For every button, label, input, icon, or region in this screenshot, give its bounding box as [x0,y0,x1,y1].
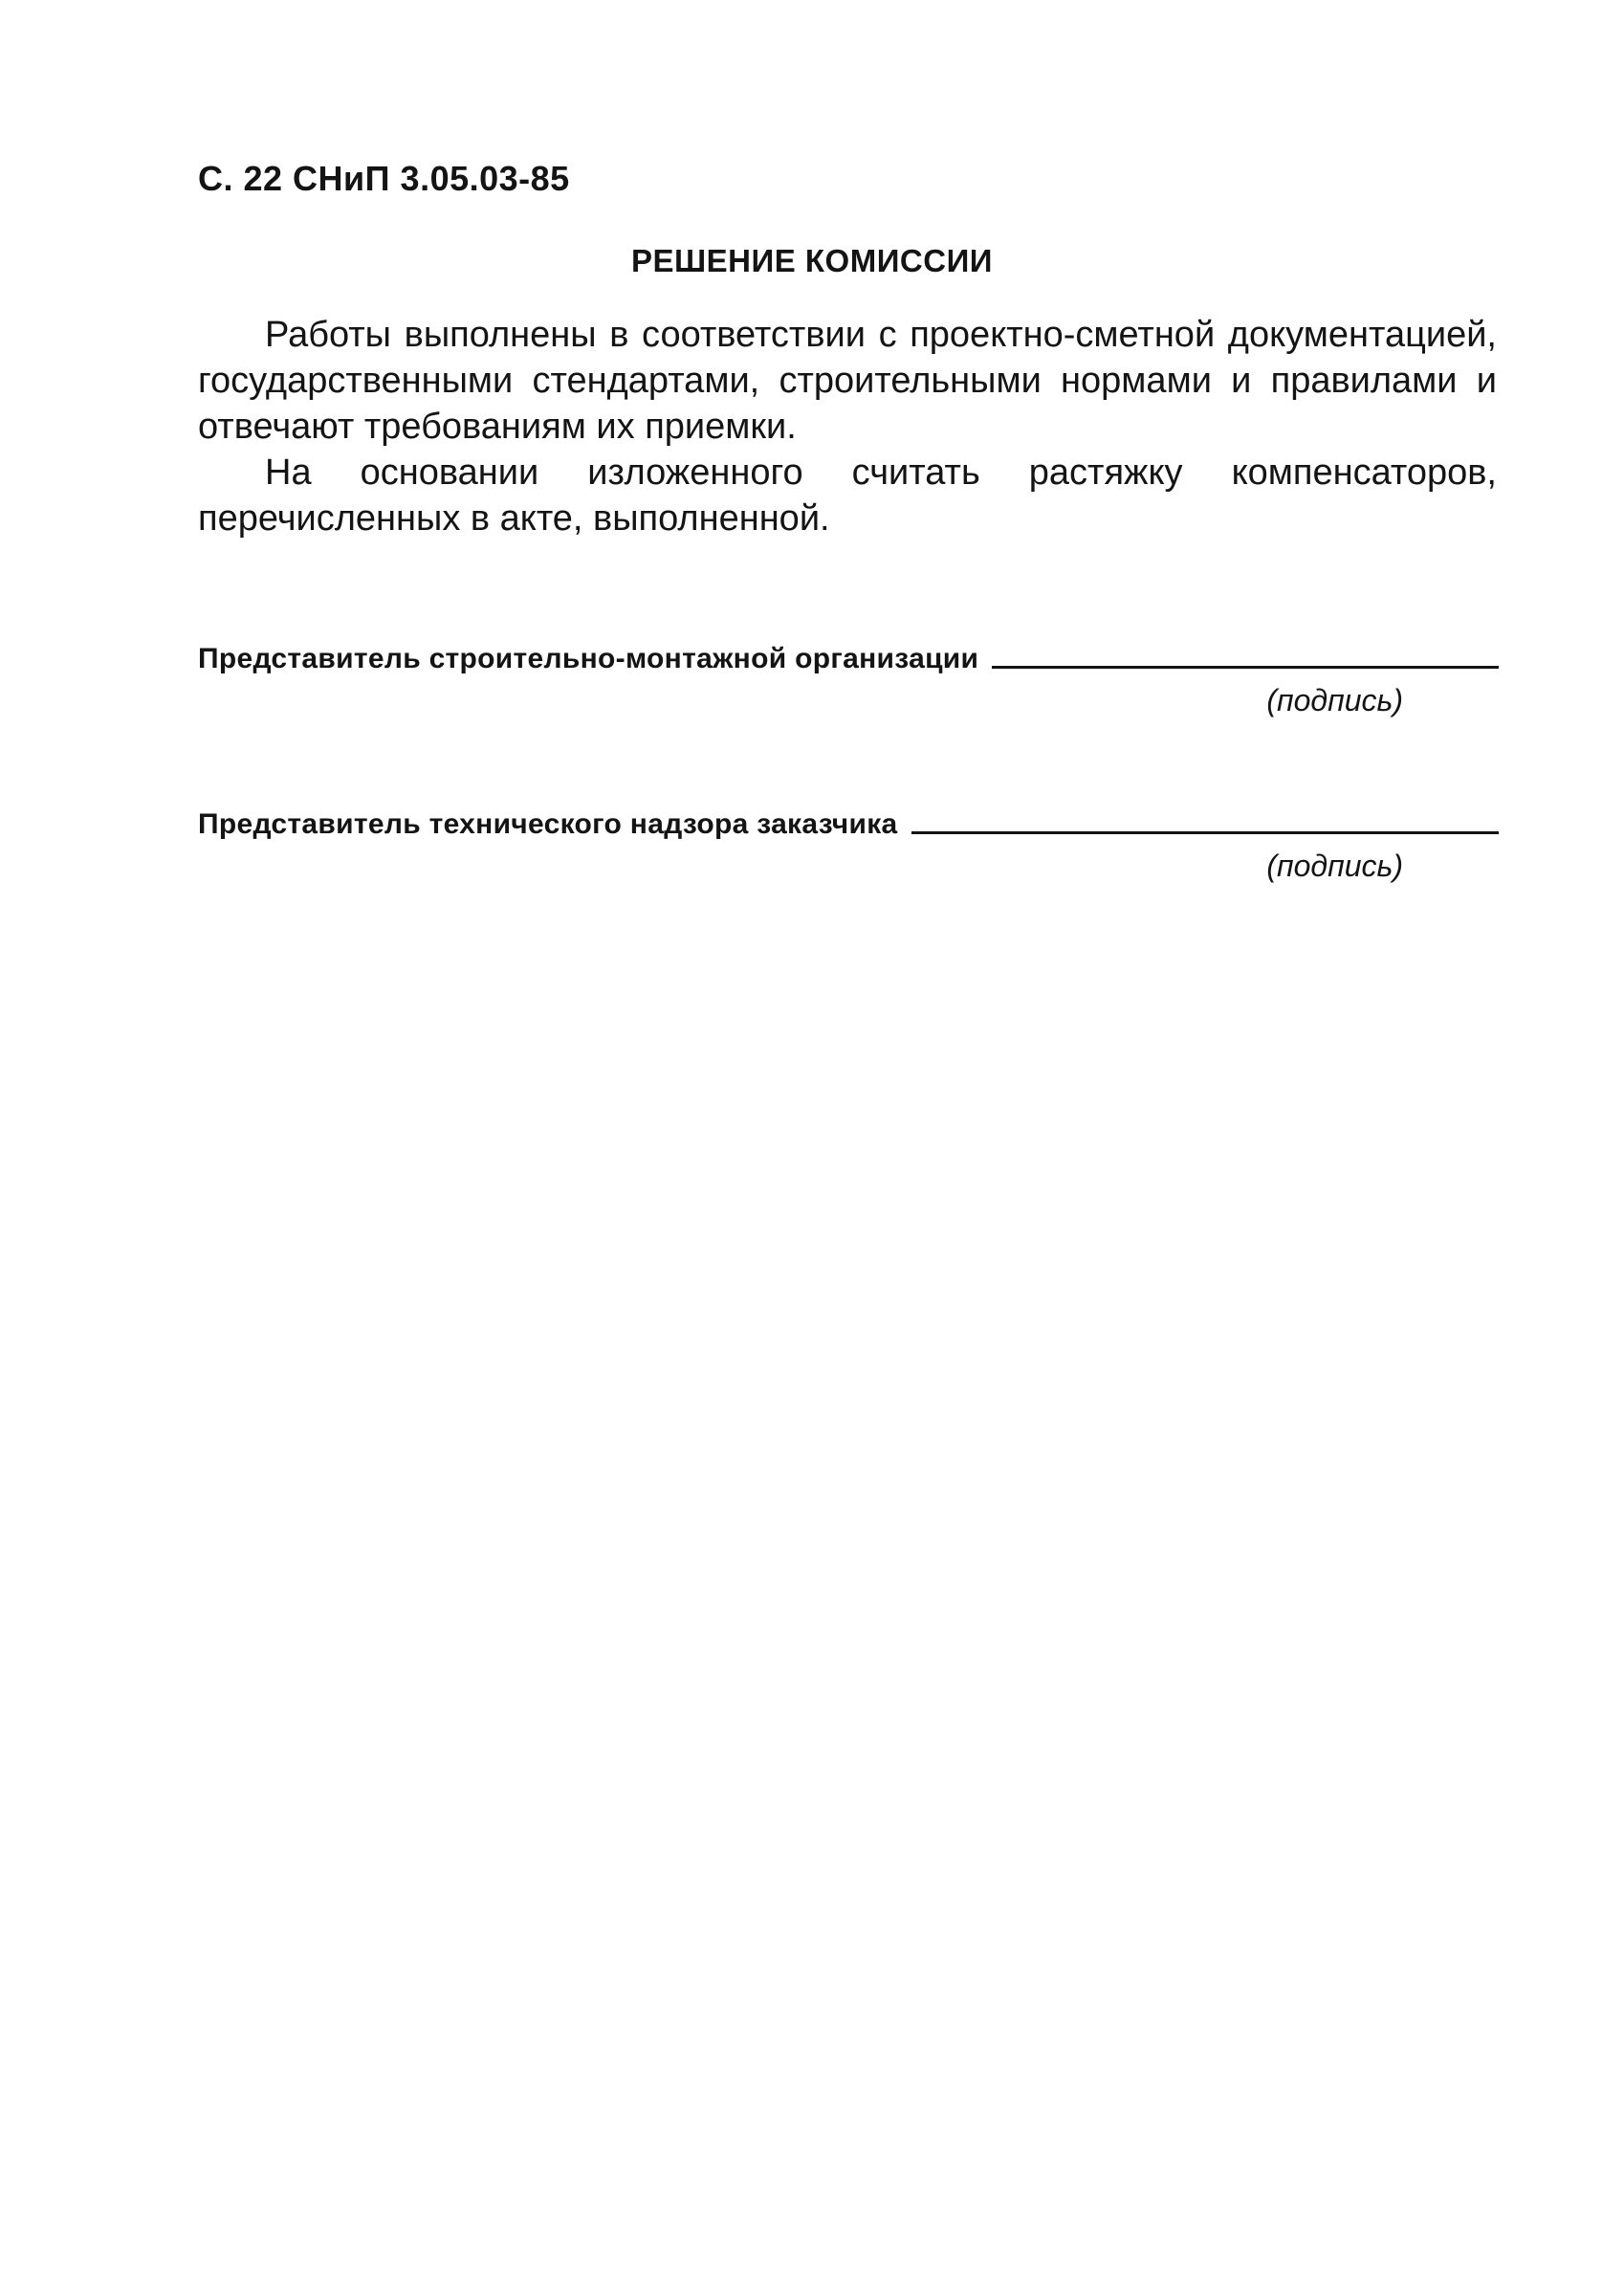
paragraph: Работы выполнены в соответствии с проектно-сметной документацией, государственными стендартами, строительными нормами и правилами и отвечают требованиям их приемки. [198,315,1497,447]
signature-block-customer-supervision [198,808,1499,884]
signature-caption: (подпись) [1266,849,1403,883]
signature-line [911,831,1499,834]
signature-caption: (подпись) [1266,683,1403,717]
section-title: РЕШЕНИЕ КОМИССИИ [630,243,994,278]
signature-line [992,666,1499,669]
signature-row [198,643,1499,675]
signature-label: Представитель строительно-монтажной организации [198,643,979,674]
signature-block-contractor [198,643,1499,718]
signature-row [198,808,1499,841]
signature-label: Представитель технического надзора заказчика [198,808,898,840]
page-header: С. 22 СНиП 3.05.03-85 [198,159,570,198]
paragraph: На основании изложенного считать растяжку компенсаторов, перечисленных в акте, выполненной. [198,452,1497,539]
commission-decision-text [198,312,1497,541]
